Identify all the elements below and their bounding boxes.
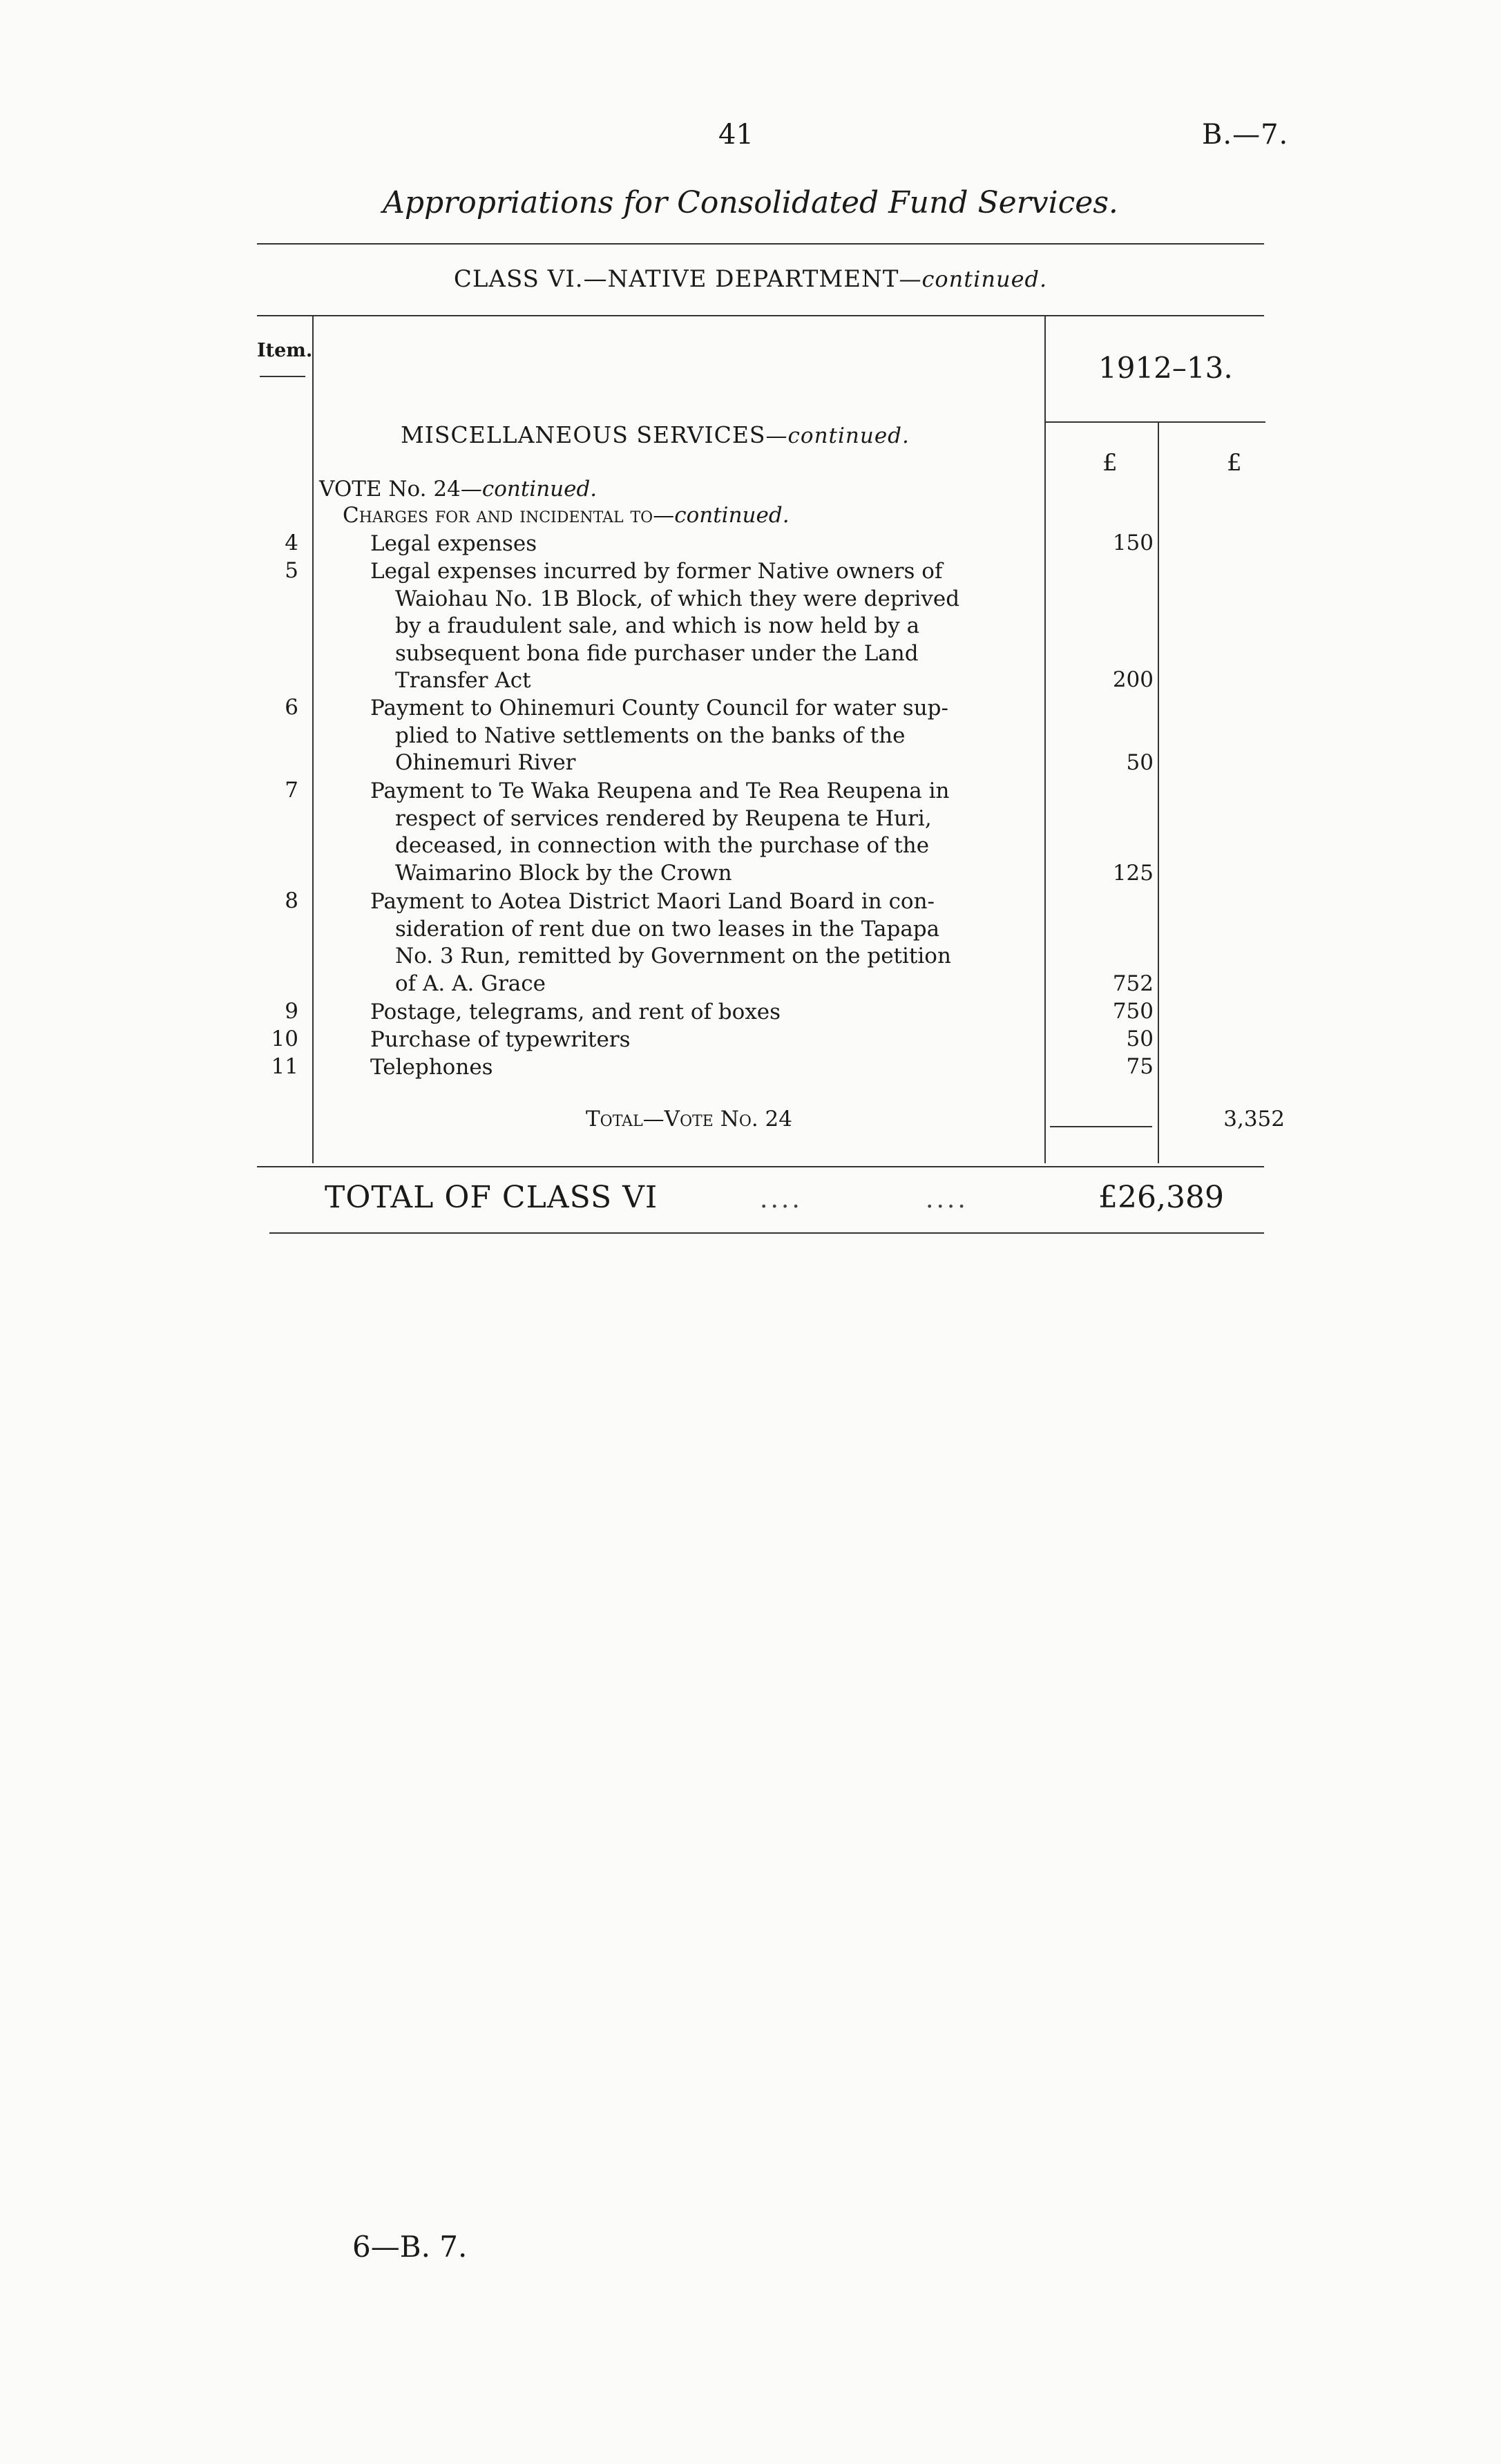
item-number: 5 — [285, 558, 298, 583]
item-amount: 750 — [1112, 999, 1154, 1024]
total-vote-label: Total—Vote No. 24 — [586, 1107, 793, 1131]
footer-signature: 6—B. 7. — [352, 2230, 468, 2264]
item-amount: 50 — [1126, 1026, 1154, 1051]
item-description — [370, 1026, 1033, 1054]
item-line: plied to Native settlements on the banks of the — [395, 723, 906, 748]
year-column-header: 1912–13. — [1098, 351, 1233, 385]
item-line: deceased, in connection with the purchase of the — [395, 833, 930, 858]
total-vote-amount: 3,352 — [1223, 1107, 1285, 1131]
class-total-label: TOTAL OF CLASS VI — [325, 1180, 658, 1215]
amount-column-divider — [1158, 423, 1159, 1163]
subtotal-rule — [1050, 1126, 1152, 1127]
item-amount: 150 — [1112, 531, 1154, 555]
vote-label: VOTE No. 24 — [319, 477, 461, 502]
vote-continued: —continued. — [460, 477, 597, 502]
document-reference: B.—7. — [1202, 119, 1289, 151]
item-description — [370, 531, 1033, 558]
charges-continued: —continued. — [653, 503, 790, 528]
item-line: Telephones — [370, 1055, 493, 1080]
item-line: Postage, telegrams, and rent of boxes — [370, 1000, 781, 1024]
leader-dots: .... — [760, 1185, 803, 1214]
item-line: sideration of rent due on two leases in the Tapapa — [395, 916, 940, 942]
year-header-rule — [1044, 421, 1265, 423]
item-description — [370, 888, 1033, 997]
table-bottom-rule — [257, 1166, 1264, 1167]
page-number: 41 — [718, 119, 754, 151]
item-amount: 50 — [1126, 750, 1154, 775]
table-top-rule — [257, 315, 1264, 316]
item-number: 8 — [285, 888, 298, 913]
item-description — [370, 778, 1033, 887]
class-heading-main: CLASS VI.—NATIVE DEPARTMENT — [453, 265, 899, 293]
title-rule — [257, 243, 1264, 245]
class-heading-continued: —continued. — [899, 266, 1048, 292]
class-total-amount: £26,389 — [1098, 1180, 1224, 1215]
item-number: 10 — [271, 1026, 298, 1051]
pound-sign-items: £ — [1102, 449, 1118, 477]
item-line: Purchase of typewriters — [370, 1027, 631, 1052]
item-description — [370, 558, 1033, 695]
item-line: No. 3 Run, remitted by Government on the petition — [395, 944, 951, 968]
item-line: respect of services rendered by Reupena te Huri, — [395, 805, 932, 831]
item-line: Ohinemuri River — [395, 750, 576, 775]
item-column-header: Item. — [257, 340, 313, 361]
item-header-underline — [260, 376, 305, 377]
vote-heading — [319, 477, 597, 502]
item-line: Legal expenses — [370, 531, 537, 556]
item-line: Legal expenses incurred by former Native owners of — [370, 559, 943, 584]
item-number: 6 — [285, 695, 298, 720]
item-line: Transfer Act — [395, 668, 531, 693]
item-description — [370, 999, 1033, 1026]
leader-dots: .... — [926, 1185, 968, 1214]
charges-heading — [343, 503, 790, 528]
item-line: by a fraudulent sale, and which is now held by a — [395, 613, 920, 638]
item-number: 4 — [285, 531, 298, 555]
item-amount: 200 — [1112, 667, 1154, 692]
item-description — [370, 1054, 1033, 1082]
class-total-rule — [269, 1232, 1264, 1234]
item-number: 9 — [285, 999, 298, 1024]
section-continued: —continued. — [765, 423, 910, 448]
item-amount: 75 — [1126, 1054, 1154, 1079]
class-heading — [0, 265, 1501, 293]
pound-sign-totals: £ — [1227, 449, 1242, 477]
item-line: Waiohau No. 1B Block, of which they were deprived — [395, 586, 960, 611]
page-title: Appropriations for Consolidated Fund Services. — [383, 185, 1118, 220]
item-line: Payment to Ohinemuri County Council for water sup- — [370, 696, 948, 720]
item-number: 11 — [271, 1054, 298, 1079]
item-amount: 752 — [1112, 971, 1154, 996]
item-line: Payment to Te Waka Reupena and Te Rea Reupena in — [370, 779, 950, 803]
charges-label: Charges for and incidental to — [343, 503, 653, 528]
section-heading — [401, 421, 910, 448]
item-line: subsequent bona fide purchaser under the Land — [395, 640, 919, 666]
item-column-divider — [312, 316, 314, 1163]
item-number: 7 — [285, 778, 298, 803]
section-name: MISCELLANEOUS SERVICES — [401, 421, 766, 448]
item-line: Waimarino Block by the Crown — [395, 860, 732, 886]
item-amount: 125 — [1112, 861, 1154, 886]
item-line: Payment to Aotea District Maori Land Board in con- — [370, 889, 935, 914]
item-description — [370, 695, 1033, 777]
item-line: of A. A. Grace — [395, 971, 546, 996]
description-column-divider — [1044, 316, 1046, 1163]
